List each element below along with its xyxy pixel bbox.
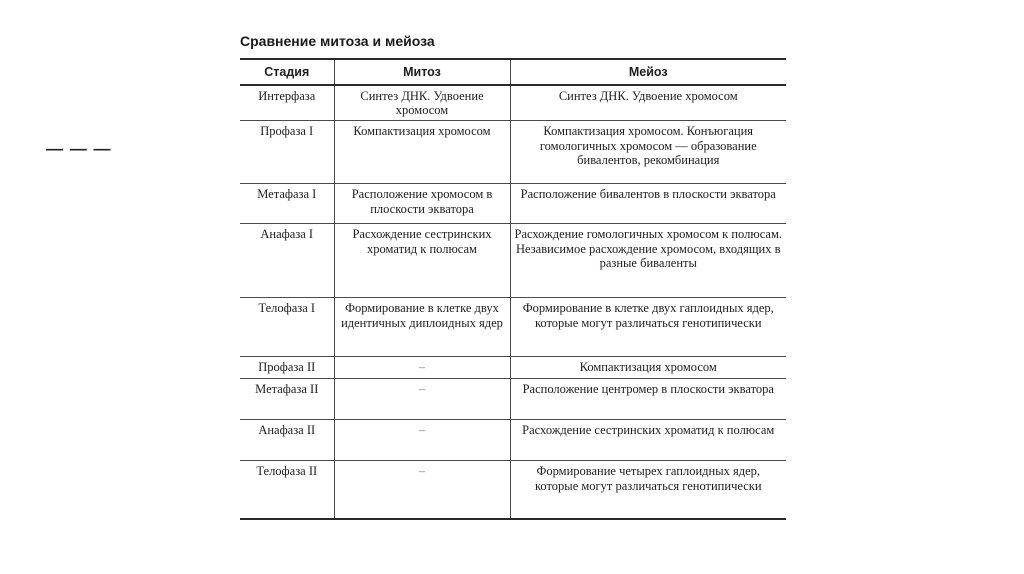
meiosis-cell: Расхождение сестринских хроматид к полюсам [510, 420, 786, 461]
meiosis-cell: Формирование четырех гаплоидных ядер, которые могут различаться генотипически [510, 461, 786, 519]
meiosis-cell: Компактизация хромосом [510, 357, 786, 379]
table-header-row [240, 59, 786, 85]
mitosis-cell: Формирование в клетке двух идентичных диплоидных ядер [334, 298, 510, 357]
table-row [240, 357, 786, 379]
table-row [240, 461, 786, 519]
mitosis-cell: – [334, 461, 510, 519]
header-mitosis: Митоз [334, 59, 510, 85]
slide-dash-mark: — — — [46, 139, 112, 158]
table-row [240, 420, 786, 461]
document-title: Сравнение митоза и мейоза [240, 33, 435, 49]
mitosis-cell: Расположение хромосом в плоскости экватора [334, 184, 510, 224]
mitosis-cell: – [334, 357, 510, 379]
meiosis-cell: Компактизация хромосом. Конъюгация гомологичных хромосом — образование бивалентов, рекомбинация [510, 121, 786, 184]
stage-cell: Анафаза II [240, 420, 334, 461]
mitosis-cell: – [334, 379, 510, 420]
table-row [240, 379, 786, 420]
comparison-table [240, 58, 786, 520]
meiosis-cell: Формирование в клетке двух гаплоидных ядер, которые могут различаться генотипически [510, 298, 786, 357]
stage-cell: Анафаза I [240, 224, 334, 298]
meiosis-cell: Расхождение гомологичных хромосом к полюсам. Независимое расхождение хромосом, входящих в разные биваленты [510, 224, 786, 298]
table-row [240, 121, 786, 184]
table-row [240, 85, 786, 121]
table-row [240, 184, 786, 224]
header-stage: Стадия [240, 59, 334, 85]
header-meiosis: Мейоз [510, 59, 786, 85]
stage-cell: Профаза I [240, 121, 334, 184]
mitosis-cell: Синтез ДНК. Удвоение хромосом [334, 85, 510, 121]
stage-cell: Интерфаза [240, 85, 334, 121]
meiosis-cell: Синтез ДНК. Удвоение хромосом [510, 85, 786, 121]
stage-cell: Профаза II [240, 357, 334, 379]
meiosis-cell: Расположение центромер в плоскости экватора [510, 379, 786, 420]
table-row [240, 298, 786, 357]
mitosis-cell: – [334, 420, 510, 461]
table-row [240, 224, 786, 298]
mitosis-cell: Расхождение сестринских хроматид к полюсам [334, 224, 510, 298]
mitosis-cell: Компактизация хромосом [334, 121, 510, 184]
stage-cell: Метафаза I [240, 184, 334, 224]
stage-cell: Телофаза I [240, 298, 334, 357]
stage-cell: Телофаза II [240, 461, 334, 519]
stage-cell: Метафаза II [240, 379, 334, 420]
meiosis-cell: Расположение бивалентов в плоскости экватора [510, 184, 786, 224]
